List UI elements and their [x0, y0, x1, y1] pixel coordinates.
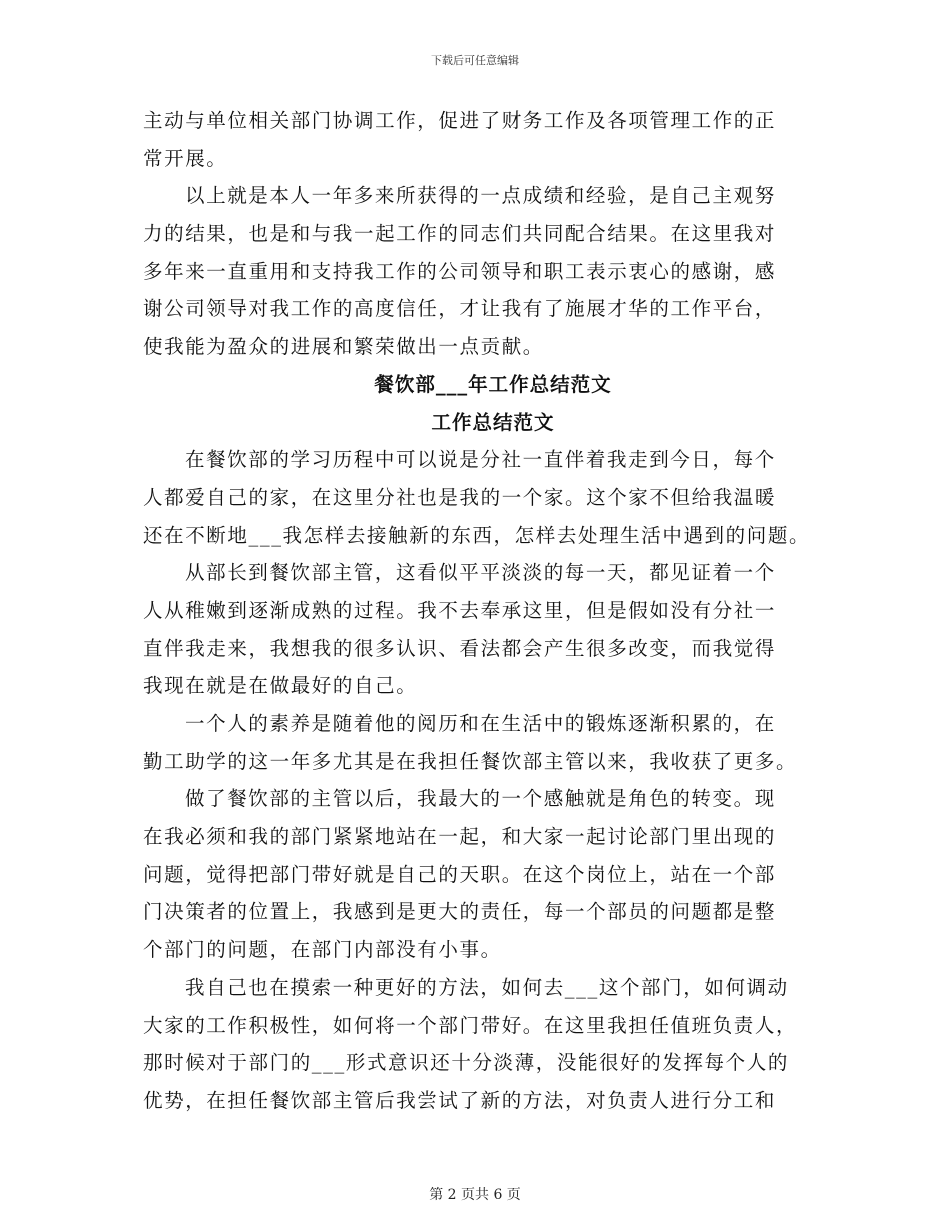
text-line: 在餐饮部的学习历程中可以说是分社一直伴着我走到今日，每个	[185, 448, 776, 472]
text-line: 问题，觉得把部门带好就是自己的天职。在这个岗位上，站在一个部	[143, 862, 777, 886]
page-header: 下载后可任意编辑	[431, 54, 519, 67]
document-body	[143, 102, 823, 1120]
text-line: 我现在就是在做最好的自己。	[143, 674, 418, 698]
text-line: 一个人的素养是随着他的阅历和在生活中的锻炼逐渐积累的，在	[185, 712, 776, 735]
text-line: 多年来一直重用和支持我工作的公司领导和职工表示衷心的感谢，感	[143, 259, 777, 283]
section-heading: 工作总结范文	[431, 410, 555, 434]
text-line: 门决策者的位置上，我感到是更大的责任，每一个部员的问题都是整	[143, 900, 777, 924]
text-line: 在我必须和我的部门紧紧地站在一起，和大家一起讨论部门里出现的	[143, 825, 777, 849]
text-line: 勤工助学的这一年多尤其是在我担任餐饮部主管以来，我收获了更多。	[143, 749, 798, 773]
text-line: 谢公司领导对我工作的高度信任，才让我有了施展才华的工作平台，	[143, 297, 777, 321]
page-footer: 第 2 页共 6 页	[429, 1187, 521, 1203]
text-line: 大家的工作积极性，如何将一个部门带好。在这里我担任值班负责人，	[143, 1013, 798, 1037]
text-line: 我自己也在摸索一种更好的方法，如何去___这个部门，如何调动	[185, 975, 789, 999]
text-line: 使我能为盈众的进展和繁荣做出一点贡献。	[143, 335, 544, 359]
text-line: 个部门的问题，在部门内部没有小事。	[143, 938, 502, 962]
text-line: 从部长到餐饮部主管，这看似平平淡淡的每一天，都见证着一个	[185, 561, 776, 585]
text-line: 主动与单位相关部门协调工作，促进了财务工作及各项管理工作的正	[143, 109, 777, 132]
text-line: 常开展。	[143, 146, 228, 170]
text-line: 以上就是本人一年多来所获得的一点成绩和经验，是自己主观努	[185, 184, 776, 208]
text-line: 直伴我走来，我想我的很多认识、看法都会产生很多改变，而我觉得	[143, 636, 777, 660]
text-line: 优势，在担任餐饮部主管后我尝试了新的方法，对负责人进行分工和	[143, 1088, 777, 1112]
text-line: 还在不断地___我怎样去接触新的东西，怎样去处理生活中遇到的问题。	[143, 523, 811, 547]
text-line: 那时候对于部门的___形式意识还十分淡薄，没能很好的发挥每个人的	[143, 1051, 789, 1075]
text-line: 人都爱自己的家，在这里分社也是我的一个家。这个家不但给我温暖	[143, 485, 777, 509]
section-heading: 餐饮部___年工作总结范文	[374, 372, 612, 396]
text-line: 力的结果，也是和与我一起工作的同志们共同配合结果。在这里我对	[143, 222, 777, 246]
text-line: 人从稚嫩到逐渐成熟的过程。我不去奉承这里，但是假如没有分社一	[143, 598, 777, 622]
text-line: 做了餐饮部的主管以后，我最大的一个感触就是角色的转变。现	[185, 787, 776, 811]
